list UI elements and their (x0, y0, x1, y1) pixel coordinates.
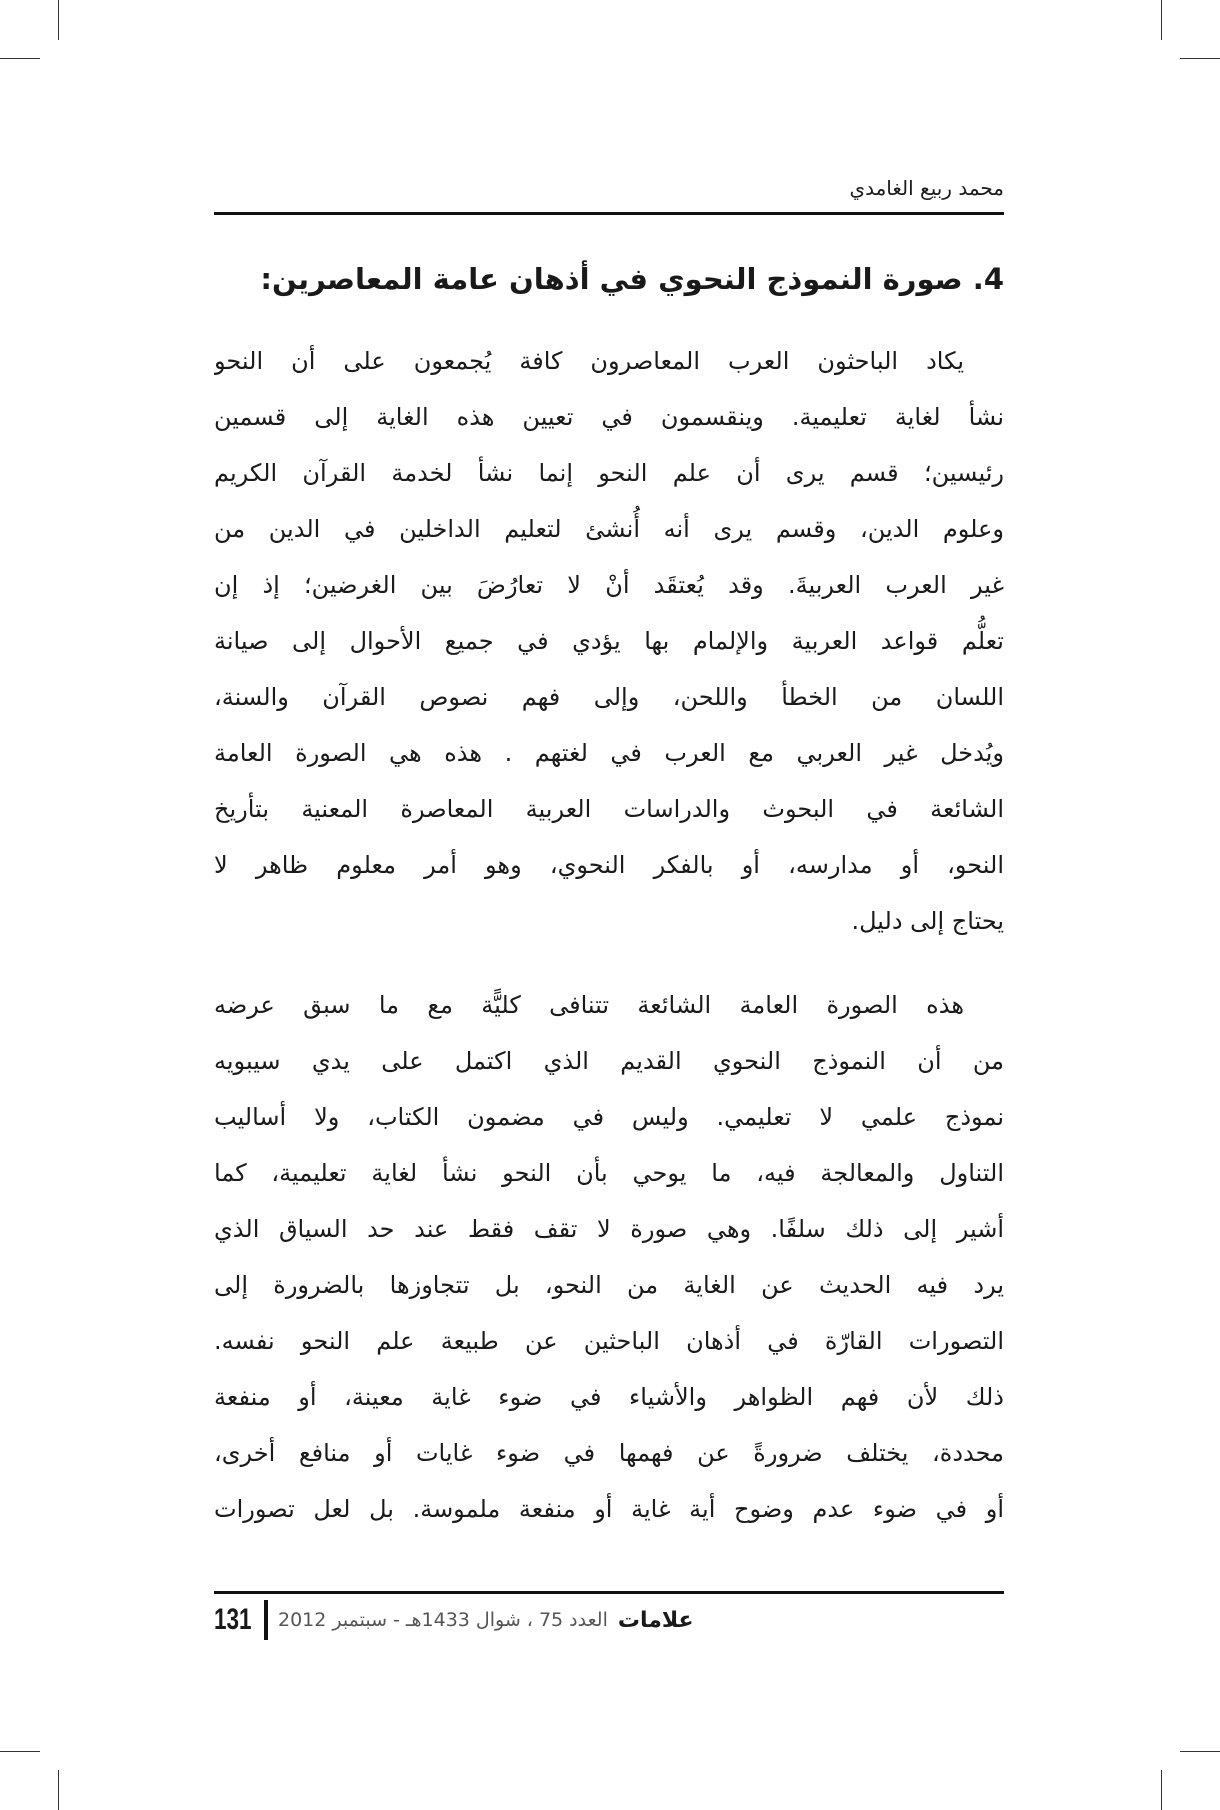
text-line: أو في ضوء عدم وضوح أية غاية أو منفعة ملموسة. بل لعل تصورات (214, 1495, 1004, 1523)
text-line: رئيسين؛ قسم يرى أن علم النحو إنما نشأ لخدمة القرآن الكريم (214, 459, 1004, 487)
crop-mark (58, 0, 59, 40)
journal-logo: علامات (617, 1607, 694, 1633)
crop-mark (1161, 1770, 1162, 1810)
issue-info: العدد 75 ، شوال 1433هـ - سبتمبر 2012 (278, 1609, 608, 1631)
text-line: النحو، أو مدارسه، أو بالفكر النحوي، وهو أمر معلوم ظاهر لا (214, 851, 1004, 879)
crop-mark (0, 58, 40, 59)
text-line: وعلوم الدين، وقسم يرى أنه أُنشئ لتعليم الداخلين في الدين من (214, 515, 1004, 543)
crop-mark (1180, 1751, 1220, 1752)
text-line: يحتاج إلى دليل. (851, 907, 1004, 935)
footer-rule (214, 1591, 1004, 1594)
text-line: تعلُّم قواعد العربية والإلمام بها يؤدي في جميع الأحوال إلى صيانة (214, 627, 1004, 655)
text-line: أشير إلى ذلك سلفًا. وهي صورة لا تقف فقط عند حد السياق الذي (214, 1215, 1004, 1243)
crop-mark (1180, 58, 1220, 59)
crop-mark (1161, 0, 1162, 40)
text-line: اللسان من الخطأ واللحن، وإلى فهم نصوص القرآن والسنة، (214, 683, 1004, 711)
text-line: هذه الصورة العامة الشائعة تتنافى كليًّة مع ما سبق عرضه (214, 991, 964, 1019)
text-line: يرد فيه الحديث عن الغاية من النحو، بل تتجاوزها بالضرورة إلى (214, 1271, 1004, 1299)
text-line: محددة، يختلف ضرورةً عن فهمها في ضوء غايات أو منافع أخرى، (214, 1439, 1004, 1467)
footer (214, 1600, 1004, 1640)
page-number: 131 (214, 1603, 252, 1636)
section-heading: 4. صورة النموذج النحوي في أذهان عامة المعاصرين: (260, 262, 1004, 296)
text-line: الشائعة في البحوث والدراسات العربية المعاصرة المعنية بتأريخ (214, 795, 1004, 823)
text-line: نشأ لغاية تعليمية. وينقسمون في تعيين هذه الغاية إلى قسمين (214, 403, 1004, 431)
crop-mark (0, 1751, 40, 1752)
crop-mark (58, 1770, 59, 1810)
text-line: يكاد الباحثون العرب المعاصرون كافة يُجمعون على أن النحو (214, 347, 964, 375)
footer-divider (264, 1600, 268, 1640)
running-head-author: محمد ربيع الغامدي (849, 176, 1004, 200)
text-line: ذلك لأن فهم الظواهر والأشياء في ضوء غاية معينة، أو منفعة (214, 1383, 1004, 1411)
text-line: ويُدخل غير العربي مع العرب في لغتهم . هذه هي الصورة العامة (214, 739, 1004, 767)
text-line: نموذج علمي لا تعليمي. وليس في مضمون الكتاب، ولا أساليب (214, 1103, 1004, 1131)
text-line: التناول والمعالجة فيه، ما يوحي بأن النحو نشأ لغاية تعليمية، كما (214, 1159, 1004, 1187)
paragraph-1 (214, 333, 1004, 949)
text-line: غير العرب العربيةَ. وقد يُعتقَد أنْ لا تعارُضَ بين الغرضين؛ إذ إن (214, 571, 1004, 599)
text-line: التصورات القارّة في أذهان الباحثين عن طبيعة علم النحو نفسه. (214, 1327, 1004, 1355)
paragraph-2 (214, 977, 1004, 1537)
header-rule (214, 212, 1004, 215)
text-line: من أن النموذج النحوي القديم الذي اكتمل على يدي سيبويه (214, 1047, 1004, 1075)
